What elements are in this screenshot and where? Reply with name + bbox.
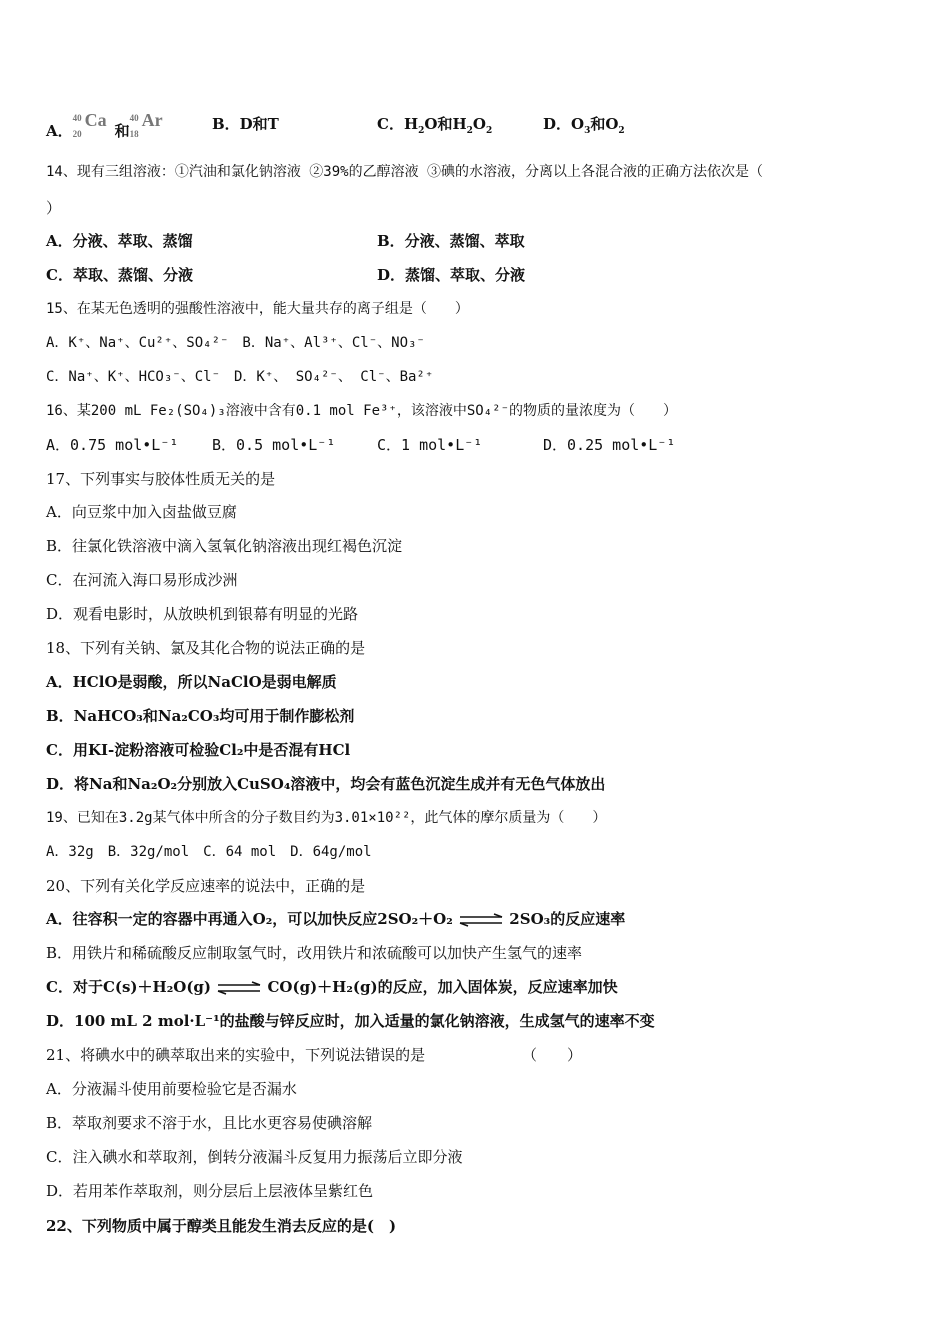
q21-option-c: C．注入碘水和萃取剂，倒转分液漏斗反复用力振荡后立即分液 <box>46 1148 463 1166</box>
q16-option-c: C．1 mol•L⁻¹ <box>377 436 483 454</box>
q20-option-d: D．100 mL 2 mol·L⁻¹的盐酸与锌反应时，加入适量的氯化钠溶液，生成氢气的速率不变 <box>46 1012 655 1030</box>
q13-option-d: D．$O_3$和$O_2$ <box>543 115 625 136</box>
q13-option-a: A． 40 20 Ca 和 40 18 Ar <box>46 114 172 141</box>
q16-option-d: D．0.25 mol•L⁻¹ <box>543 436 676 454</box>
q15-stem: 15、在某无色透明的强酸性溶液中，能大量共存的离子组是（ ） <box>46 301 469 317</box>
q17-option-d: D．观看电影时，从放映机到银幕有明显的光路 <box>46 605 359 623</box>
q17-option-b: B．往氯化铁溶液中滴入氢氧化钠溶液出现红褐色沉淀 <box>46 537 403 555</box>
q18-option-d: D．将Na和Na₂O₂分别放入CuSO₄溶液中，均会有蓝色沉淀生成并有无色气体放出 <box>46 775 606 793</box>
q18-option-b: B．NaHCO₃和Na₂CO₃均可用于制作膨松剂 <box>46 707 355 725</box>
q16-option-b: B．0.5 mol•L⁻¹ <box>212 436 336 454</box>
q19-stem: 19、已知在3.2g某气体中所含的分子数目约为3.01×10²²，此气体的摩尔质量为（ ） <box>46 810 607 826</box>
q14-stem-end: ） <box>46 199 62 217</box>
q14-option-a: A．分液、萃取、蒸馏 <box>46 232 193 250</box>
q13-option-c: C．$H_2O$和$H_2O_2$ <box>377 115 493 136</box>
q19-options: A．32g B．32g/mol C．64 mol D．64g/mol <box>46 844 372 860</box>
q18-stem: 18、下列有关钠、氯及其化合物的说法正确的是 <box>46 639 366 657</box>
q16-stem: 16、某200 mL Fe₂(SO₄)₃溶液中含有0.1 mol Fe³⁺，该溶液中SO₄²⁻的物质的量浓度为（ ） <box>46 403 678 419</box>
equilibrium-arrow-icon <box>458 913 504 927</box>
q20-option-c: C．对于C(s)＋H₂O(g) CO(g)＋H₂(g)的反应，加入固体炭，反应速率加快 <box>46 978 618 996</box>
isotope-ar: 40 18 Ar <box>129 110 163 139</box>
q20-option-b: B．用铁片和稀硫酸反应制取氢气时，改用铁片和浓硫酸可以加快产生氢气的速率 <box>46 944 583 962</box>
isotope-ca: 40 20 Ca <box>72 110 107 139</box>
q18-option-a: A．HClO是弱酸，所以NaClO是弱电解质 <box>46 673 337 691</box>
q14-stem: 14、现有三组溶液：①汽油和氯化钠溶液 ②39%的乙醇溶液 ③碘的水溶液，分离以上各混合液的正确方法依次是（ <box>46 164 763 180</box>
q20-option-a: A．往容积一定的容器中再通入O₂，可以加快反应2SO₂＋O₂ 2SO₃的反应速率 <box>46 910 626 928</box>
equilibrium-arrow-icon <box>216 981 262 995</box>
q15-options-cd: C．Na⁺、K⁺、HCO₃⁻、Cl⁻ D．K⁺、 SO₄²⁻、 Cl⁻、Ba²⁺ <box>46 369 434 385</box>
q20-stem: 20、下列有关化学反应速率的说法中，正确的是 <box>46 877 366 895</box>
q14-option-d: D．蒸馏、萃取、分液 <box>377 266 526 284</box>
q22-stem: 22、下列物质中属于醇类且能发生消去反应的是( ) <box>46 1217 397 1235</box>
q21-option-b: B．萃取剂要求不溶于水，且比水更容易使碘溶解 <box>46 1114 373 1132</box>
q17-option-c: C．在河流入海口易形成沙洲 <box>46 571 238 589</box>
q15-options-ab: A．K⁺、Na⁺、Cu²⁺、SO₄²⁻ B．Na⁺、Al³⁺、Cl⁻、NO₃⁻ <box>46 335 425 351</box>
q13-option-b: B．D和T <box>212 115 279 133</box>
q21-paren: （ ） <box>522 1046 583 1064</box>
q16-option-a: A．0.75 mol•L⁻¹ <box>46 436 179 454</box>
q21-option-d: D．若用苯作萃取剂，则分层后上层液体呈紫红色 <box>46 1182 374 1200</box>
q17-stem: 17、下列事实与胶体性质无关的是 <box>46 470 276 488</box>
q17-option-a: A．向豆浆中加入卤盐做豆腐 <box>46 503 237 521</box>
q21-option-a: A．分液漏斗使用前要检验它是否漏水 <box>46 1080 297 1098</box>
q21-stem: 21、将碘水中的碘萃取出来的实验中，下列说法错误的是 <box>46 1046 426 1064</box>
q14-option-b: B．分液、蒸馏、萃取 <box>377 232 525 250</box>
q14-option-c: C．萃取、蒸馏、分液 <box>46 266 193 284</box>
q18-option-c: C．用KI-淀粉溶液可检验Cl₂中是否混有HCl <box>46 741 351 759</box>
